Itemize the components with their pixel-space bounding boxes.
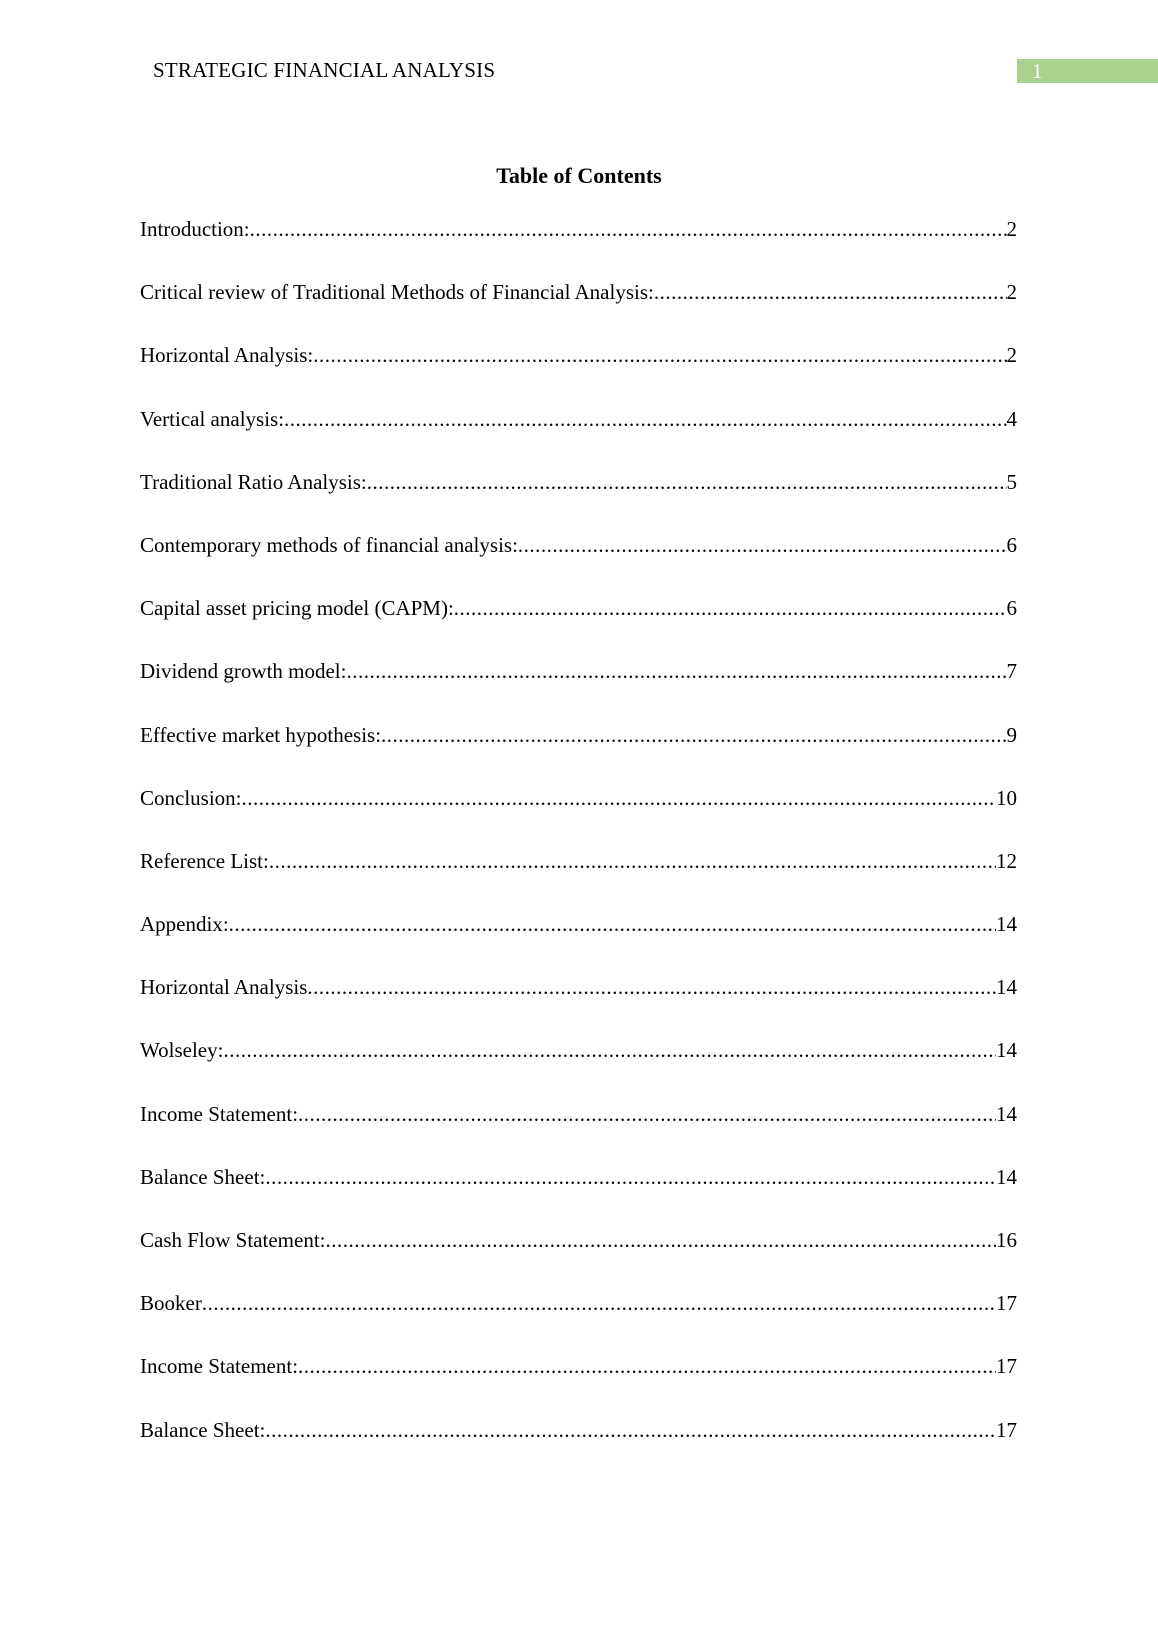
dot-leader [307,973,996,1001]
dot-leader [250,215,1007,243]
toc-entry-wolseley-cash-flow-statement[interactable] [140,1226,1017,1289]
toc-entry-page: 14 [996,912,1017,937]
toc-entry-page: 12 [996,848,1017,873]
toc-entry-label: Traditional Ratio Analysis: [140,469,367,494]
toc-entry-booker-balance-sheet[interactable] [140,1416,1017,1479]
toc-entry-page: 17 [996,1354,1017,1379]
page-number-badge [1017,59,1158,83]
toc-entry-label: Reference List: [140,848,269,873]
toc-entry-page: 2 [1006,280,1017,305]
dot-leader [313,341,1006,369]
dot-leader [298,1352,996,1380]
dot-leader [346,657,1006,685]
toc-entry-contemporary-methods[interactable] [140,531,1017,594]
toc-entry-wolseley-income-statement[interactable] [140,1100,1017,1163]
toc-entry-capm[interactable] [140,594,1017,657]
toc-entry-page: 6 [1006,596,1017,621]
toc-entry-label: Effective market hypothesis: [140,722,382,747]
toc-entry-vertical-analysis[interactable] [140,405,1017,468]
toc-entry-page: 2 [1006,217,1017,241]
toc-entry-appendix[interactable] [140,910,1017,973]
dot-leader [284,405,1006,433]
toc-entry-page: 14 [996,975,1017,1000]
toc-entry-label: Income Statement: [140,1354,299,1379]
dot-leader [202,1289,996,1317]
dot-leader [326,1226,997,1254]
dot-leader [367,468,1007,496]
toc-entry-label: Capital asset pricing model (CAPM): [140,596,454,621]
toc-entry-introduction[interactable] [140,215,1017,278]
toc-entry-label: Dividend growth model: [140,659,347,684]
toc-entry-page: 16 [996,1228,1017,1252]
dot-leader [265,1163,996,1191]
toc-entry-dividend-growth-model[interactable] [140,657,1017,720]
toc-entry-page: 17 [996,1417,1017,1442]
toc-entry-wolseley[interactable] [140,1036,1017,1099]
toc-entry-page: 14 [996,1038,1017,1063]
dot-leader [298,1100,996,1128]
dot-leader [242,784,996,812]
dot-leader [229,910,996,938]
toc-entry-label: Horizontal Analysis [140,975,308,1000]
toc-heading: Table of Contents [496,163,662,188]
toc-entry-page: 5 [1006,469,1017,494]
toc-entry-page: 9 [1006,722,1017,747]
toc-entry-label: Balance Sheet: [140,1417,266,1442]
toc-entry-reference-list[interactable] [140,847,1017,910]
toc-entry-label: Vertical analysis: [140,406,285,431]
toc-entry-label: Balance Sheet: [140,1164,266,1189]
table-of-contents [140,215,1017,1479]
toc-entry-booker-income-statement[interactable] [140,1352,1017,1415]
toc-entry-page: 4 [1006,406,1017,431]
dot-leader [454,594,1007,622]
toc-entry-conclusion[interactable] [140,784,1017,847]
toc-entry-horizontal-analysis[interactable] [140,341,1017,404]
toc-entry-label: Horizontal Analysis: [140,343,314,368]
dot-leader [381,721,1006,749]
toc-entry-label: Income Statement: [140,1101,299,1126]
toc-entry-traditional-ratio-analysis[interactable] [140,468,1017,531]
toc-entry-label: Contemporary methods of financial analysis: [140,532,518,557]
toc-entry-label: Cash Flow Statement: [140,1228,326,1252]
toc-entry-booker[interactable] [140,1289,1017,1352]
dot-leader [269,847,996,875]
toc-entry-appendix-horizontal-analysis[interactable] [140,973,1017,1036]
dot-leader [265,1416,996,1444]
running-header-title: STRATEGIC FINANCIAL ANALYSIS [153,58,496,82]
dot-leader [518,531,1007,559]
page-number: 1 [1032,59,1043,83]
toc-entry-page: 6 [1006,532,1017,557]
toc-entry-label: Wolseley: [140,1038,224,1063]
toc-entry-effective-market-hypothesis[interactable] [140,721,1017,784]
dot-leader [654,278,1007,306]
toc-entry-wolseley-balance-sheet[interactable] [140,1163,1017,1226]
toc-entry-critical-review[interactable] [140,278,1017,341]
toc-entry-label: Critical review of Traditional Methods of Financial Analysis: [140,280,654,305]
toc-entry-page: 17 [996,1291,1017,1316]
toc-entry-page: 7 [1006,659,1017,684]
dot-leader [223,1036,996,1064]
toc-entry-label: Appendix: [140,912,229,937]
toc-entry-label: Booker [140,1291,202,1316]
toc-entry-label: Introduction: [140,217,250,241]
toc-entry-label: Conclusion: [140,785,242,810]
toc-entry-page: 10 [996,785,1017,810]
toc-entry-page: 14 [996,1101,1017,1126]
toc-entry-page: 14 [996,1164,1017,1189]
toc-entry-page: 2 [1006,343,1017,368]
